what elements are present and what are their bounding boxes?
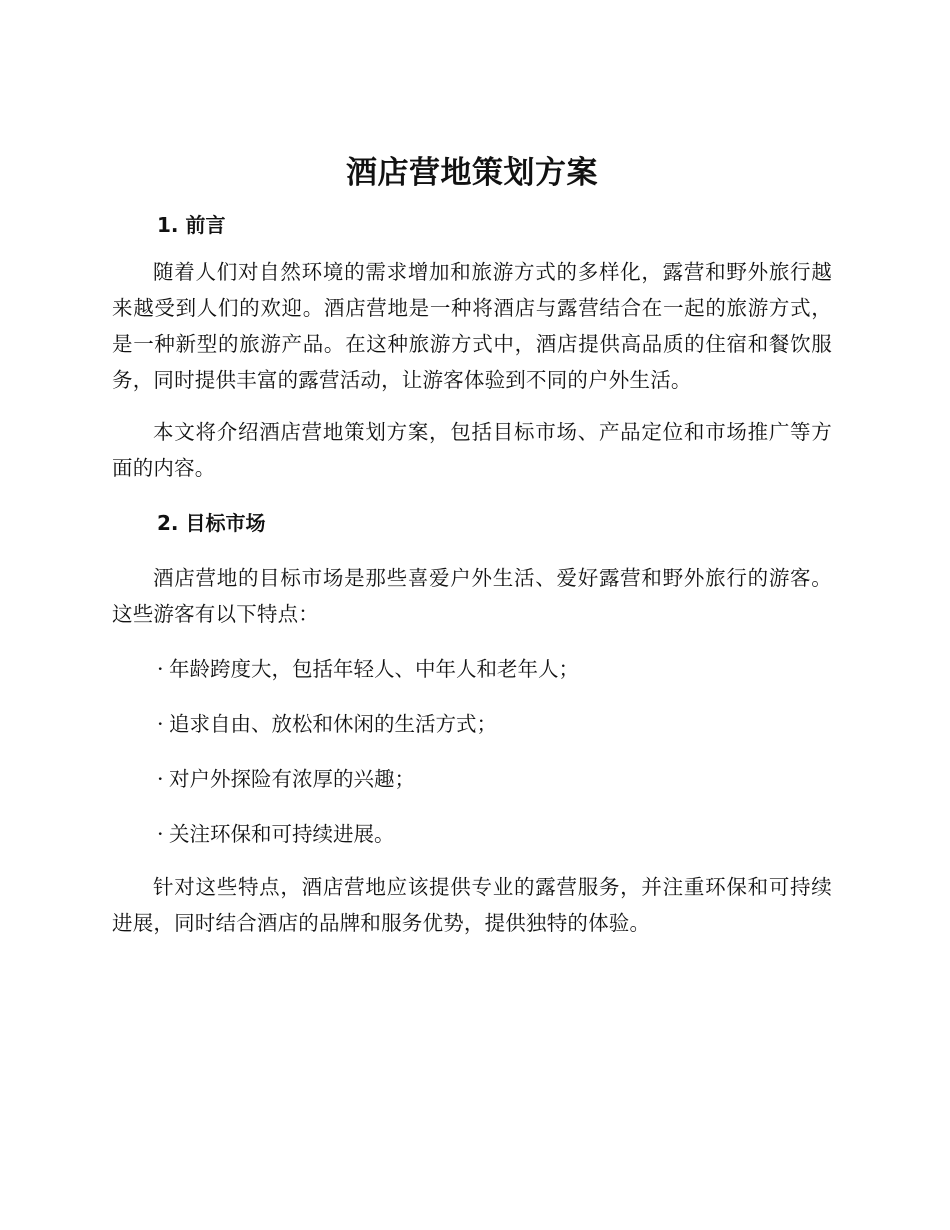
target-market-conclusion: 针对这些特点，酒店营地应该提供专业的露营服务，并注重环保和可持续进展，同时结合酒店的品牌和服务优势，提供独特的体验。 <box>112 875 832 935</box>
list-item-text: 对户外探险有浓厚的兴趣； <box>169 767 415 791</box>
list-item <box>112 654 832 684</box>
bullet-dot: · <box>157 822 164 846</box>
preface-paragraph-2: 本文将介绍酒店营地策划方案，包括目标市场、产品定位和市场推广等方面的内容。 <box>112 420 832 480</box>
target-market-intro: 酒店营地的目标市场是那些喜爱户外生活、爱好露营和野外旅行的游客。这些游客有以下特点： <box>112 566 832 626</box>
preface-paragraph-1: 随着人们对自然环境的需求增加和旅游方式的多样化，露营和野外旅行越来越受到人们的欢迎。酒店营地是一种将酒店与露营结合在一起的旅游方式，是一种新型的旅游产品。在这种旅游方式中，酒店提供高品质的住宿和餐饮服务，同时提供丰富的露营活动，让游客体验到不同的户外生活。 <box>112 260 832 392</box>
list-item-text: 关注环保和可持续进展。 <box>169 822 395 846</box>
list-item <box>112 764 832 794</box>
bullet-dot: · <box>157 657 164 681</box>
bullet-dot: · <box>157 712 164 736</box>
section-heading-preface: 1. 前言 <box>157 213 226 237</box>
document-title: 酒店营地策划方案 <box>346 155 598 191</box>
section-heading-target-market: 2. 目标市场 <box>157 511 266 535</box>
list-item-text: 年龄跨度大，包括年轻人、中年人和老年人； <box>169 657 579 681</box>
list-item <box>112 819 832 849</box>
list-item <box>112 709 832 739</box>
bullet-dot: · <box>157 767 164 791</box>
document-content <box>112 150 832 941</box>
list-item-text: 追求自由、放松和休闲的生活方式； <box>169 712 497 736</box>
